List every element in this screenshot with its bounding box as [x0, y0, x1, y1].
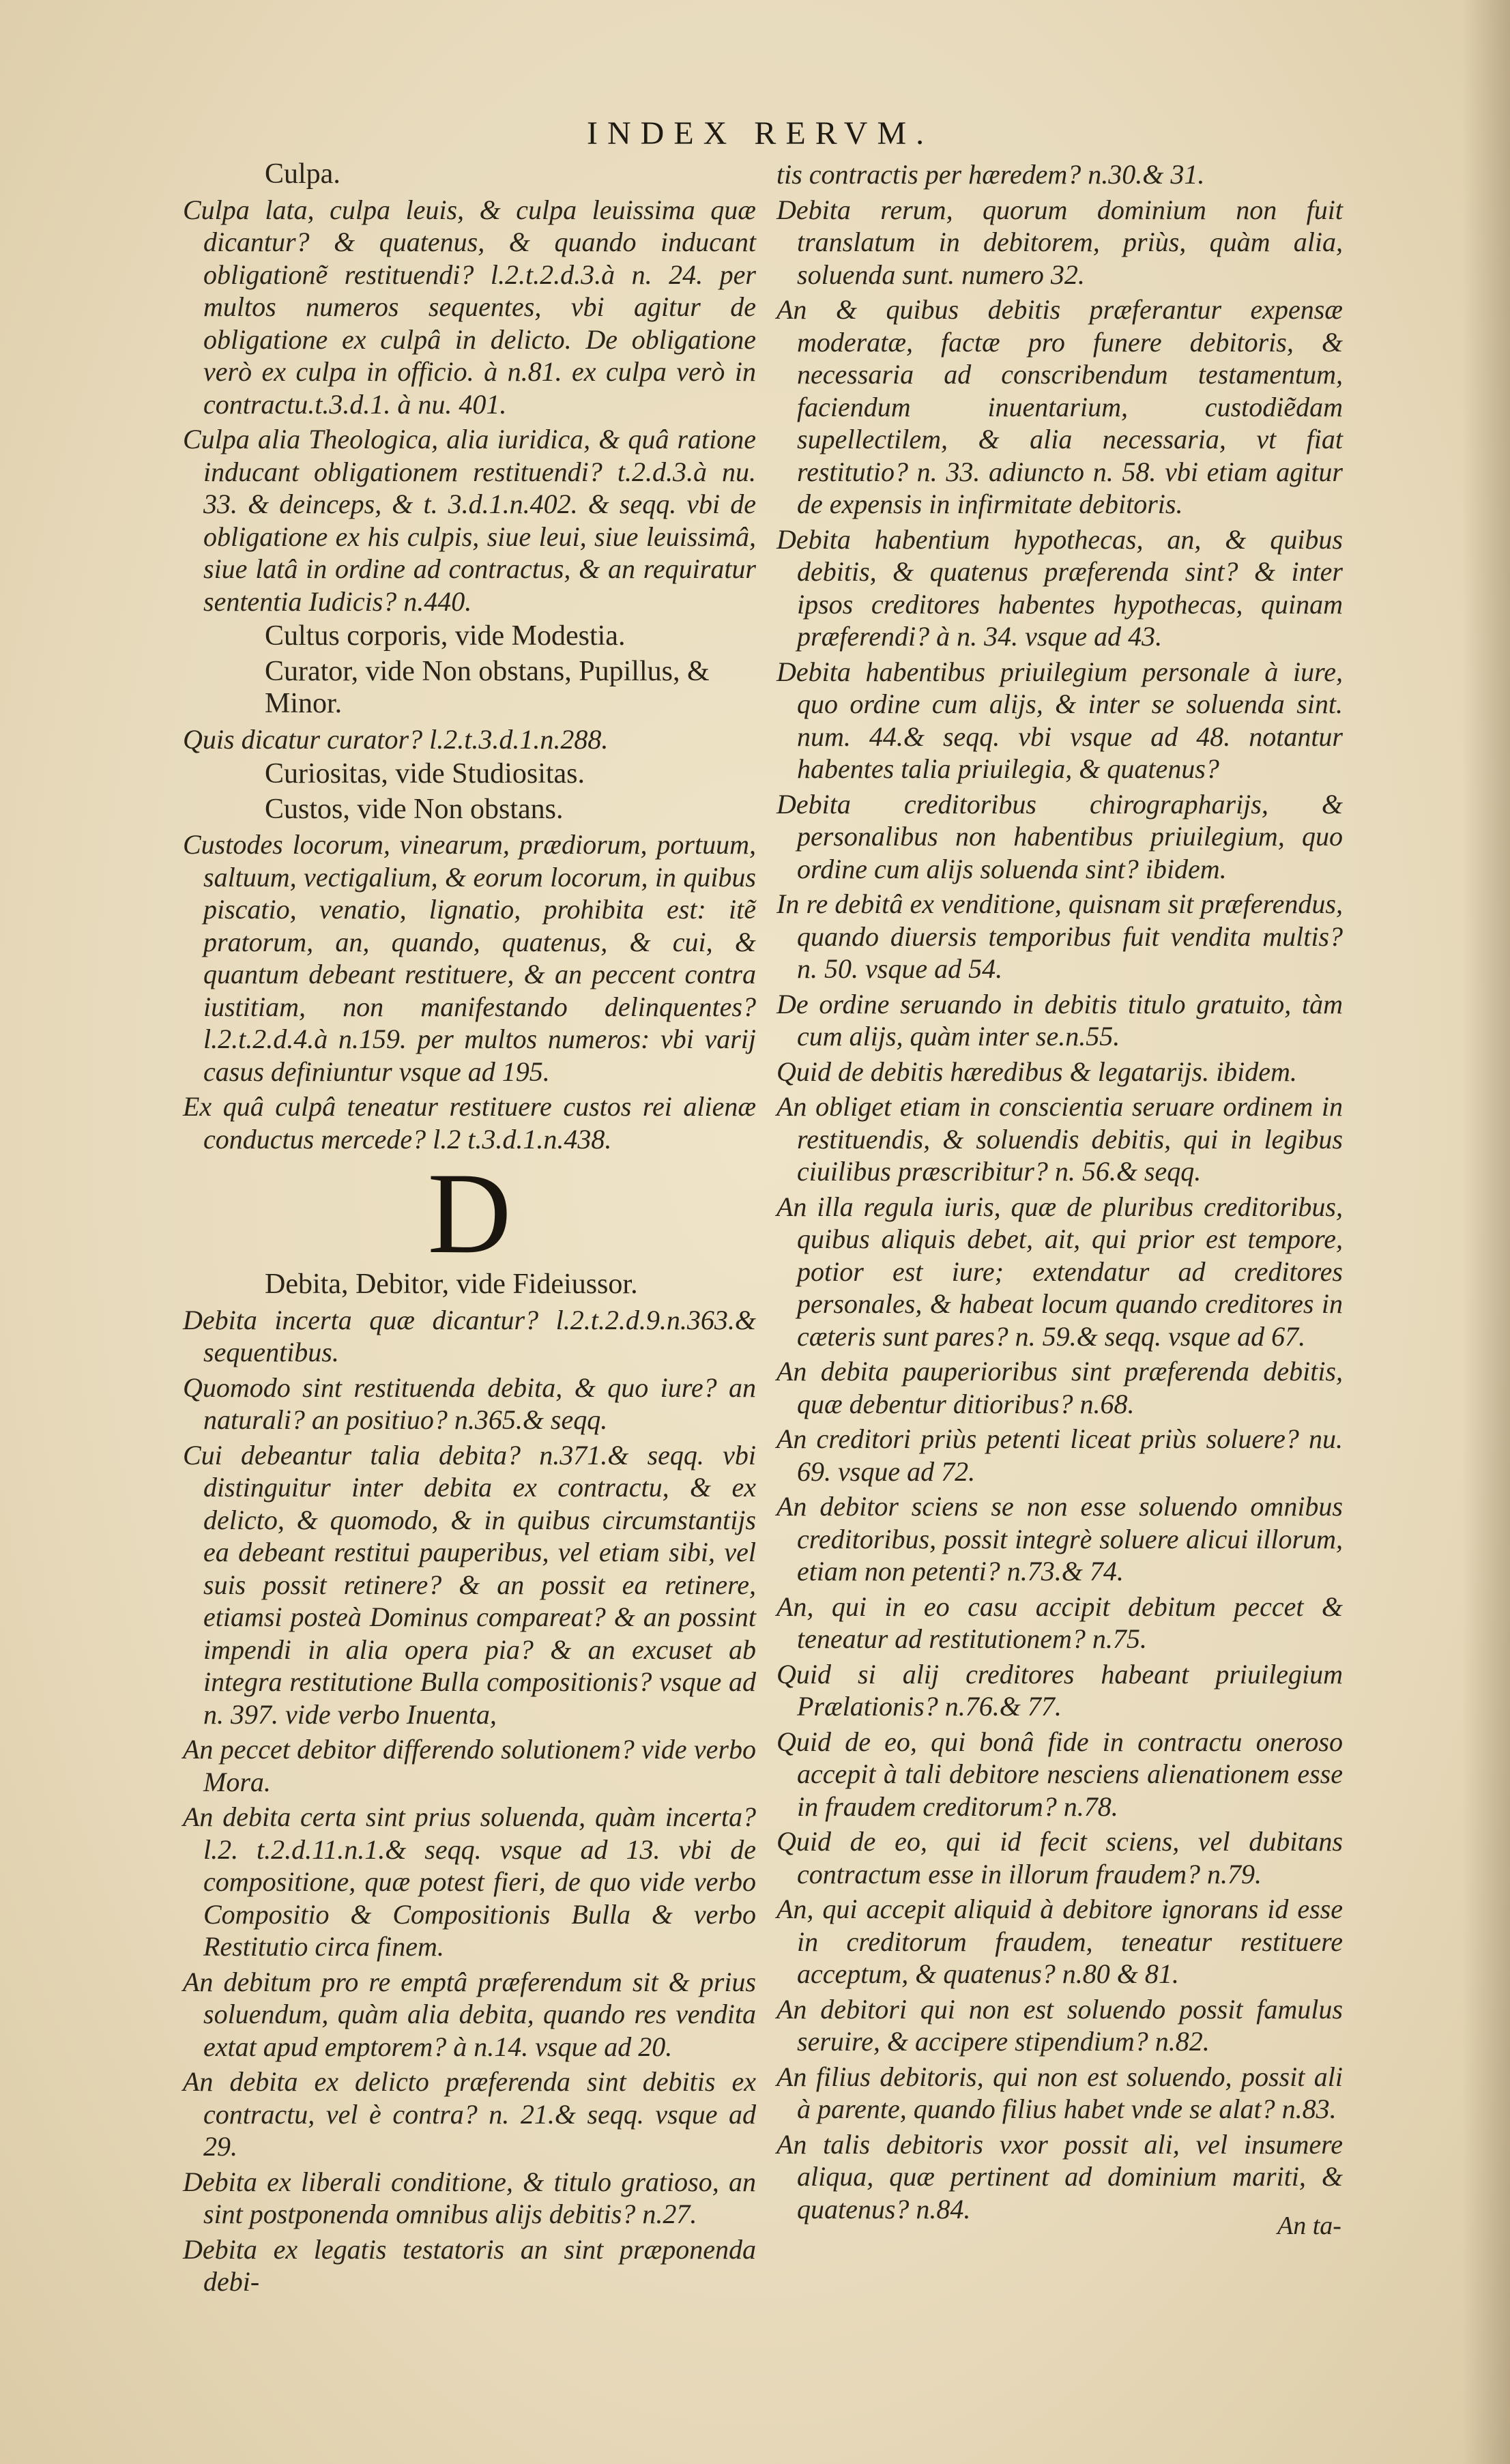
index-entry: An creditori priùs petenti liceat priùs soluere? nu. 69. vsque ad 72. — [776, 1423, 1343, 1487]
index-heading: Curiositas, vide Studiositas. — [265, 758, 585, 789]
index-entry: An debita ex delicto præferenda sint debitis ex contractu, vel è contra? n. 21.& seqq. vsque ad 29. — [183, 2066, 756, 2162]
index-entry: An, qui accepit aliquid à debitore ignorans id esse in creditorum fraudem, teneatur restituere acceptum, & quatenus? n.80 & 81. — [776, 1894, 1343, 1989]
index-heading: Curator, vide Non obstans, Pupillus, & Minor. — [265, 655, 710, 719]
index-entry: Debita habentium hypothecas, an, & quibus debitis, & quatenus præferenda sint? & inter ipsos creditores habentes hypothecas, quinam præferendi? à n. 34. vsque ad 43. — [776, 523, 1343, 652]
index-entry: An, qui in eo casu accipit debitum peccet & teneatur ad restitutionem? n.75. — [776, 1591, 1343, 1654]
index-entry: Cui debeantur talia debita? n.371.& seqq. vbi distinguitur inter debita ex contractu, & ex delicto, & quomodo, & in quibus circumstantijs ea debeant restitui pauperibus, vel etiam sibi, vel suis possit retinere? & an possit ea retinere, etiamsi posteà Dominus compareat? & an possint impendi in alia opera pia? & an excuset ab integra restitutione Bulla compositionis? vsque ad n. 397. vide verbo Inuenta, — [183, 1439, 756, 1730]
index-entry: Culpa lata, culpa leuis, & culpa leuissima quæ dicantur? & quatenus, & quando inducant obligationẽ restituendi? l.2.t.2.d.3.à n. 24. per multos numeros sequentes, vbi agitur de obligatione ex culpâ in delicto. De obligatione verò ex culpa in officio. à n.81. ex culpa verò in contractu.t.3.d.1. à nu. 401. — [183, 194, 756, 420]
index-entry: De ordine seruando in debitis titulo gratuito, tàm cum alijs, quàm inter se.n.55. — [776, 988, 1343, 1052]
left-column — [183, 158, 756, 2301]
index-entry: An peccet debitor differendo solutionem? vide verbo Mora. — [183, 1734, 756, 1797]
index-entry: An debita pauperioribus sint præferenda debitis, quæ debentur ditioribus? n.68. — [776, 1356, 1343, 1419]
index-entry: Debita ex legatis testatoris an sint præponenda debi- — [183, 2233, 756, 2297]
index-entry: Quid de debitis hæredibus & legatarijs. ibidem. — [776, 1056, 1297, 1087]
index-entry: An & quibus debitis præferantur expensæ moderatæ, factæ pro funere debitoris, & necessaria ad conscribendum testamentum, faciendum inuentarium, custodiẽdam supellectilem, & alia necessaria, vt fiat restitutio? n. 33. adiuncto n. 58. vbi etiam agitur de expensis in infirmitate debitoris. — [776, 294, 1343, 519]
index-entry: An filius debitoris, qui non est soluendo, possit ali à parente, quando filius habet vnde se alat? n.83. — [776, 2061, 1343, 2124]
section-letter: D — [427, 1149, 512, 1277]
index-entry: Debita habentibus priuilegium personale à iure, quo ordine cum alijs, & inter se soluenda sint. num. 44.& seqq. vbi vsque ad 48. notantur habentes talia priuilegia, & quatenus? — [776, 656, 1343, 784]
index-entry: An debitor sciens se non esse soluendo omnibus creditoribus, possit integrè soluere alicui illorum, etiam non petenti? n.73.& 74. — [776, 1491, 1343, 1586]
index-heading: Cultus corporis, vide Modestia. — [265, 620, 626, 652]
index-heading: Custos, vide Non obstans. — [265, 793, 564, 825]
index-entry: An debitori qui non est soluendo possit famulus seruire, & accipere stipendium? n.82. — [776, 1993, 1343, 2057]
index-entry: Debita ex liberali conditione, & titulo gratioso, an sint postponenda omnibus alijs debitis? n.27. — [183, 2166, 756, 2229]
catchword: An ta- — [1277, 2212, 1341, 2240]
right-column — [776, 158, 1343, 2228]
index-entry: An obliget etiam in conscientia seruare ordinem in restituendis, & soluendis debitis, qui in legibus ciuilibus præscribitur? n. 56.& seqq. — [776, 1091, 1343, 1187]
index-entry: Culpa alia Theologica, alia iuridica, & quâ ratione inducant obligationem restituendi? t.2.d.3.à nu. 33. & deinceps, & t. 3.d.1.n.402. & seqq. vbi de obligatione ex his culpis, siue leui, siue leuissimâ, siue latâ in ordine ad contractus, & an requiratur sententia Iudicis? n.440. — [183, 424, 756, 617]
index-entry: Debita creditoribus chirographarijs, & personalibus non habentibus priuilegium, quo ordine cum alijs soluenda sint? ibidem. — [776, 788, 1343, 884]
index-entry: tis contractis per hæredem? n.30.& 31. — [776, 159, 1205, 190]
index-entry: Debita incerta quæ dicantur? l.2.t.2.d.9.n.363.& sequentibus. — [183, 1304, 756, 1367]
running-header: INDEX RERVM. — [587, 115, 934, 151]
index-entry: Quid de eo, qui bonâ fide in contractu oneroso accepit à tali debitore nesciens alienationem esse in fraudem creditorum? n.78. — [776, 1726, 1343, 1822]
index-entry: Ex quâ culpâ teneatur restituere custos rei alienæ conductus mercede? l.2 t.3.d.1.n.438. — [183, 1091, 756, 1155]
index-entry: Quid de eo, qui id fecit sciens, vel dubitans contractum esse in illorum fraudem? n.79. — [776, 1826, 1343, 1889]
index-heading: Culpa. — [265, 158, 340, 190]
index-entry: An debita certa sint prius soluenda, quàm incerta? l.2. t.2.d.11.n.1.& seqq. vsque ad 13. vbi de compositione, quæ potest fieri, de quo vide verbo Compositio & Compositionis Bulla & verbo Restitutio circa finem. — [183, 1801, 756, 1962]
index-entry: Quomodo sint restituenda debita, & quo iure? an naturali? an positiuo? n.365.& seqq. — [183, 1372, 756, 1435]
index-entry: An talis debitoris vxor possit ali, vel insumere aliqua, quæ pertinent ad dominium mariti, & quatenus? n.84. — [776, 2128, 1343, 2224]
index-entry: Quid si alij creditores habeant priuilegium Prælationis? n.76.& 77. — [776, 1658, 1343, 1722]
index-entry: An illa regula iuris, quæ de pluribus creditoribus, quibus aliquis debet, ait, qui prior est tempore, potior est iure; extendatur ad creditores personales, & habeat locum quando creditores in cæteris sunt pares? n. 59.& seqq. vsque ad 67. — [776, 1191, 1343, 1352]
page-edge-shadow — [1462, 0, 1510, 2464]
index-entry: Quis dicatur curator? l.2.t.3.d.1.n.288. — [183, 723, 609, 755]
index-entry: Custodes locorum, vinearum, prædiorum, portuum, saltuum, vectigalium, & eorum locorum, in quibus piscatio, venatio, lignatio, prohibita est: itẽ pratorum, an, quando, quatenus, & cui, & quantum debeant restituere, & an peccent contra iustitiam, non manifestando delinquentes? l.2.t.2.d.4.à n.159. per multos numeros: vbi varij casus definiuntur vsque ad 195. — [183, 829, 756, 1087]
index-entry: An debitum pro re emptâ præferendum sit & prius soluendum, quàm alia debita, quando res vendita extat apud emptorem? à n.14. vsque ad 20. — [183, 1966, 756, 2062]
index-heading: Debita, Debitor, vide Fideiussor. — [265, 1269, 638, 1300]
index-entry: Debita rerum, quorum dominium non fuit translatum in debitorem, priùs, quàm alia, soluenda sunt. numero 32. — [776, 194, 1343, 290]
index-entry: In re debitâ ex venditione, quisnam sit præferendus, quando diuersis temporibus fuit vendita multis? n. 50. vsque ad 54. — [776, 888, 1343, 984]
